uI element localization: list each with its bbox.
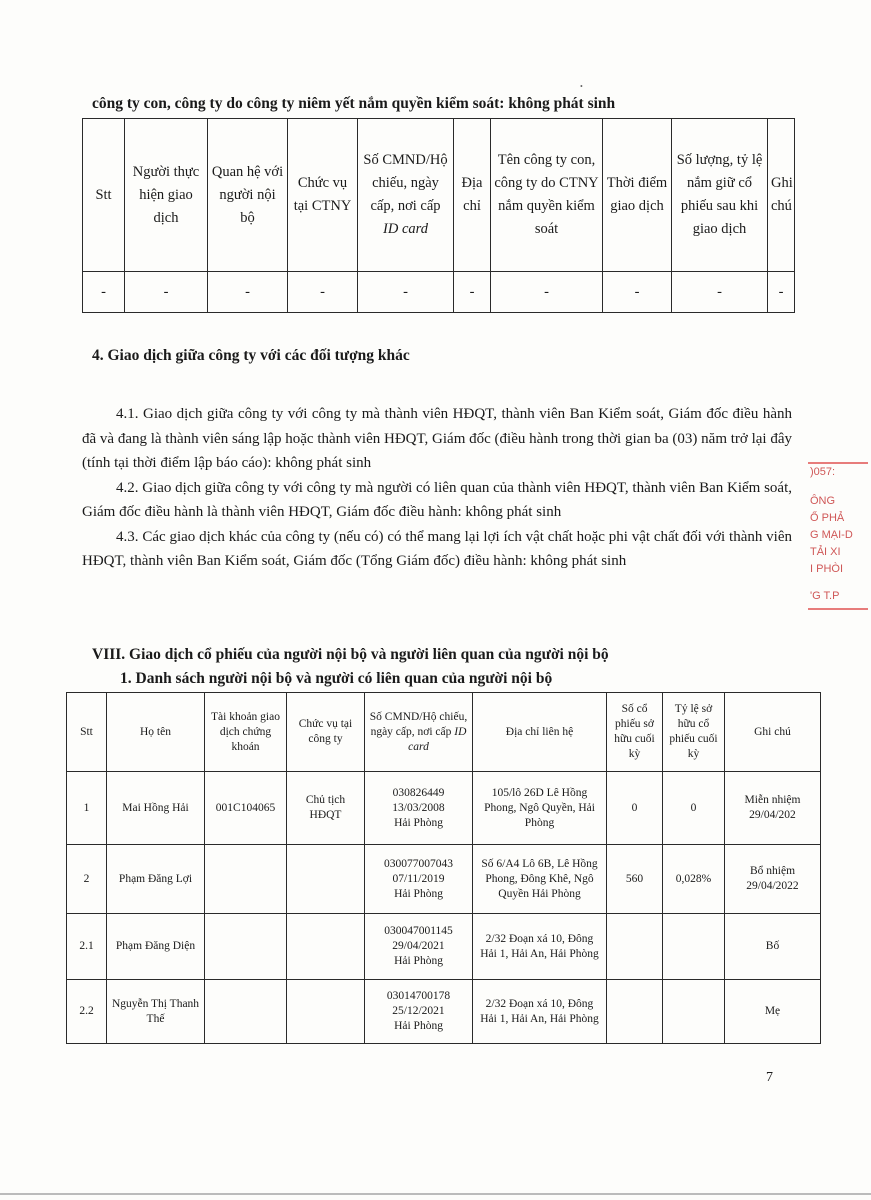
cell-name: Phạm Đăng Lợi — [107, 845, 205, 914]
table-cell: - — [768, 272, 795, 313]
cell-shares — [607, 980, 663, 1044]
cell-account — [205, 980, 287, 1044]
paragraph-4-3: 4.3. Các giao dịch khác của công ty (nếu có) có thể mang lại lợi ích vật chất hoặc phi vật chất đối với thành viên HĐQT, thành viên Ban Kiểm soát, Giám đốc (Tổng Giám đốc) điều hành: không phát sinh — [82, 528, 792, 569]
seal-text — [810, 464, 853, 605]
seal-line: 'G T.P — [810, 590, 840, 602]
cell-id — [365, 845, 473, 914]
table-cell: - — [672, 272, 768, 313]
table-cell: - — [491, 272, 603, 313]
col-header-relation: Quan hệ với người nội bộ — [208, 119, 288, 272]
cell-position — [287, 914, 365, 980]
col-header-id — [358, 119, 454, 272]
table-cell: - — [358, 272, 454, 313]
cell-shares: 560 — [607, 845, 663, 914]
scan-edge — [0, 1193, 871, 1195]
col-header-shares: Số cổ phiếu sở hữu cuối kỳ — [607, 693, 663, 772]
seal-arc — [808, 608, 868, 610]
seal-line: )057: — [810, 466, 836, 478]
id-date: 13/03/2008 — [392, 801, 445, 814]
col-header-id-text: Số CMND/Hộ chiếu, ngày cấp, nơi cấp — [369, 710, 468, 738]
col-header-id-text: Số CMND/Hộ chiếu, ngày cấp, nơi cấp — [363, 152, 448, 214]
section3-heading: công ty con, công ty do công ty niêm yết nắm quyền kiểm soát: không phát sinh — [92, 95, 616, 112]
table-row — [67, 914, 821, 980]
section8-subheading: 1. Danh sách người nội bộ và người có liên quan của người nội bộ — [120, 670, 553, 687]
cell-address: Số 6/A4 Lô 6B, Lê Hồng Phong, Đông Khê, Ngô Quyền Hải Phòng — [473, 845, 607, 914]
cell-position: Chủ tịch HĐQT — [287, 772, 365, 845]
table-cell: - — [83, 272, 125, 313]
seal-line: ÔNG — [810, 495, 836, 507]
seal-line: Ổ PHẢ — [810, 512, 845, 524]
seal-line: TẢI XI — [810, 546, 841, 558]
section8-heading: VIII. Giao dịch cổ phiếu của người nội bộ và người liên quan của người nội bộ — [92, 646, 609, 663]
col-header-address: Địa chỉ liên hệ — [473, 693, 607, 772]
cell-name: Phạm Đăng Diện — [107, 914, 205, 980]
id-number: 030826449 — [392, 786, 445, 799]
table-row — [67, 980, 821, 1044]
cell-ratio — [663, 914, 725, 980]
table-row — [67, 772, 821, 845]
col-header-stt: Stt — [83, 119, 125, 272]
col-header-ratio: Tỷ lệ sở hữu cổ phiếu cuối kỳ — [663, 693, 725, 772]
cell-position — [287, 845, 365, 914]
cell-note: Bố — [725, 914, 821, 980]
section4-paragraphs — [82, 402, 792, 574]
id-number: 030047001145 — [384, 925, 453, 937]
col-header-id-italic: ID card — [383, 221, 428, 237]
table-cell: - — [288, 272, 358, 313]
cell-ratio — [663, 980, 725, 1044]
section4-heading: 4. Giao dịch giữa công ty với các đối tượng khác — [92, 347, 410, 364]
seal-line: I PHÒI — [810, 563, 844, 575]
cell-note: Miễn nhiệm 29/04/202 — [725, 772, 821, 845]
cell-id — [365, 772, 473, 845]
table-header-row — [67, 693, 821, 772]
cell-note: Bổ nhiệm 29/04/2022 — [725, 845, 821, 914]
table-cell: - — [454, 272, 491, 313]
table-header-row — [83, 119, 795, 272]
cell-stt: 1 — [67, 772, 107, 845]
cell-shares — [607, 914, 663, 980]
col-header-person: Người thực hiện giao dịch — [125, 119, 208, 272]
cell-stt: 2.1 — [67, 914, 107, 980]
seal-line: G MẠI-D — [810, 529, 853, 541]
id-place: Hải Phòng — [394, 955, 443, 967]
insider-list-table — [66, 692, 821, 1044]
id-number: 030077007043 — [384, 857, 453, 870]
id-place: Hải Phòng — [394, 887, 443, 900]
id-place: Hải Phòng — [394, 1020, 443, 1032]
col-header-holdings: Số lượng, tỷ lệ nắm giữ cổ phiếu sau khi giao dịch — [672, 119, 768, 272]
cell-ratio: 0 — [663, 772, 725, 845]
cell-account: 001C104065 — [205, 772, 287, 845]
col-header-position: Chức vụ tại CTNY — [288, 119, 358, 272]
cell-address: 2/32 Đoạn xá 10, Đông Hải 1, Hải An, Hải Phòng — [473, 980, 607, 1044]
col-header-stt: Stt — [67, 693, 107, 772]
col-header-subsidiary: Tên công ty con, công ty do CTNY nắm quyền kiểm soát — [491, 119, 603, 272]
page-number: 7 — [766, 1070, 773, 1085]
id-date: 25/12/2021 — [392, 1005, 445, 1017]
paragraph-4-1: 4.1. Giao dịch giữa công ty với công ty mà thành viên HĐQT, thành viên Ban Kiểm soát, Giám đốc điều hành đã và đang là thành viên sáng lập hoặc thành viên HĐQT, Giám đốc (điều hành trong thời gian ba (03) năm trở lại đây (tính tại thời điểm lập báo cáo): không phát sinh — [82, 406, 792, 471]
cell-stt: 2 — [67, 845, 107, 914]
table-cell: - — [208, 272, 288, 313]
col-header-id — [365, 693, 473, 772]
related-transactions-table — [82, 118, 795, 313]
cell-address: 2/32 Đoạn xá 10, Đông Hải 1, Hải An, Hải Phòng — [473, 914, 607, 980]
cell-position — [287, 980, 365, 1044]
company-seal-fragment — [808, 458, 868, 628]
cell-name: Mai Hồng Hải — [107, 772, 205, 845]
col-header-note: Ghi chú — [725, 693, 821, 772]
table-row — [67, 845, 821, 914]
cell-account — [205, 914, 287, 980]
table-row — [83, 272, 795, 313]
id-date: 29/04/2021 — [392, 940, 445, 952]
col-header-time: Thời điểm giao dịch — [603, 119, 672, 272]
cell-stt: 2.2 — [67, 980, 107, 1044]
col-header-note: Ghi chú — [768, 119, 795, 272]
table-cell: - — [125, 272, 208, 313]
cell-address: 105/lô 26D Lê Hồng Phong, Ngô Quyền, Hải Phòng — [473, 772, 607, 845]
col-header-id-italic: ID card — [408, 725, 467, 753]
cell-name: Nguyễn Thị Thanh Thế — [107, 980, 205, 1044]
cell-shares: 0 — [607, 772, 663, 845]
id-place: Hải Phòng — [394, 816, 443, 829]
id-number: 03014700178 — [386, 990, 451, 1002]
paragraph-4-2: 4.2. Giao dịch giữa công ty với công ty mà người có liên quan của thành viên HĐQT, thành viên Ban Kiểm soát, Giám đốc điều hành là thành viên HĐQT, Giám đốc điều hành: không phát sinh — [82, 479, 792, 520]
col-header-address: Địa chỉ — [454, 119, 491, 272]
cell-id — [365, 980, 473, 1044]
cell-account — [205, 845, 287, 914]
col-header-name: Họ tên — [107, 693, 205, 772]
col-header-position: Chức vụ tại công ty — [287, 693, 365, 772]
scan-speck: • — [580, 82, 583, 91]
col-header-account: Tài khoản giao dịch chứng khoán — [205, 693, 287, 772]
id-date: 07/11/2019 — [392, 872, 445, 885]
cell-id — [365, 914, 473, 980]
cell-ratio: 0,028% — [663, 845, 725, 914]
table-cell: - — [603, 272, 672, 313]
cell-note: Mẹ — [725, 980, 821, 1044]
